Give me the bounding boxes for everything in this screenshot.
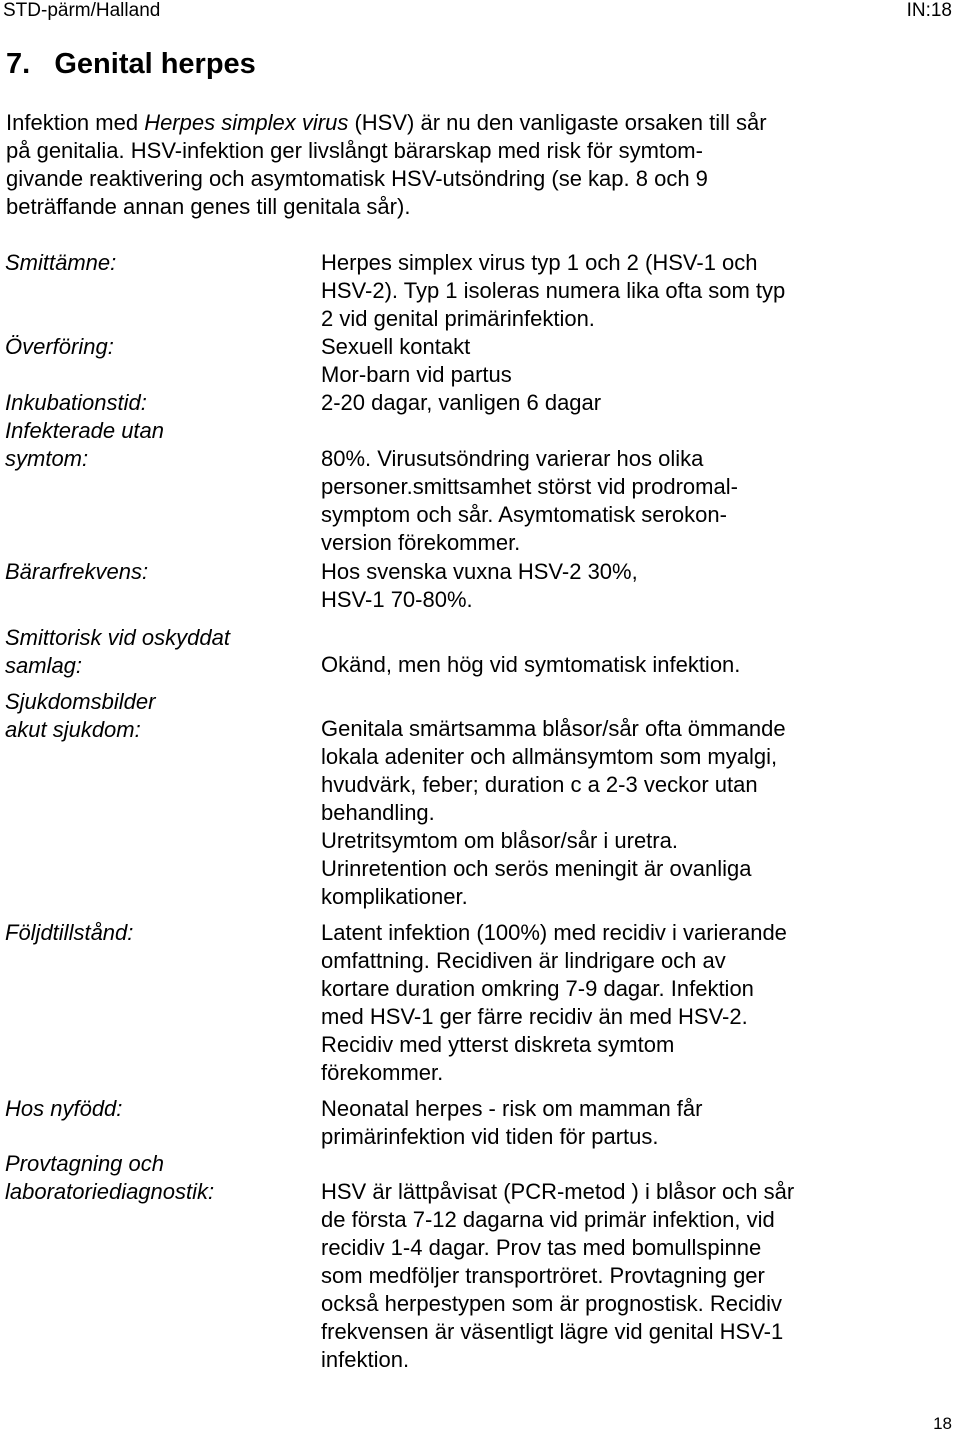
header-left: STD-pärm/Halland xyxy=(3,0,161,21)
value-sjukdomsbilder: Genitala smärtsamma blåsor/sår ofta ömmande lokala adeniter och allmänsymtom som myalgi, hvudvärk, feber; duration c a 2-3 veckor utan behandling. Uretritsymtom om blåsor/sår i uretra. Urinretention och serös meningit är ovanliga komplikationer. xyxy=(321,716,786,909)
label-infekterade: Infekterade utan symtom: xyxy=(5,418,165,471)
intro-text-start: Infektion med xyxy=(6,110,145,135)
value-infekterade: 80%. Virusutsöndring varierar hos olika personer.smittsamhet störst vid prodromal- symptom och sår. Asymtomatisk serokon- version förekommer. xyxy=(321,446,738,555)
label-smittamne: Smittämne: xyxy=(5,250,117,275)
label-sjukdomsbilder: Sjukdomsbilder akut sjukdom: xyxy=(5,689,156,742)
label-overforing: Överföring: xyxy=(5,334,114,359)
label-inkubationstid: Inkubationstid: xyxy=(5,390,147,415)
page-title: 7. Genital herpes xyxy=(6,48,256,80)
value-smittamne: Herpes simplex virus typ 1 och 2 (HSV-1 och HSV-2). Typ 1 isoleras numera lika ofta som typ 2 vid genital primärinfektion. xyxy=(321,250,786,331)
value-hos-nyfodd: Neonatal herpes - risk om mamman får primärinfektion vid tiden för partus. xyxy=(321,1096,703,1149)
intro-paragraph xyxy=(6,109,767,221)
header-right: IN:18 xyxy=(906,0,952,21)
intro-text-rest: (HSV) är nu den vanligaste orsaken till sår på genitalia. HSV-infektion ger livslångt bärarskap med risk för symtom- givande reaktivering och asymtomatisk HSV-utsöndring (se kap. 8 och 9 beträffande annan genes till genitala sår). xyxy=(6,110,767,219)
label-foljdtillstand: Följdtillstånd: xyxy=(5,920,134,945)
label-provtagning: Provtagning och laboratoriediagnostik: xyxy=(5,1151,215,1204)
value-smittorisk: Okänd, men hög vid symtomatisk infektion. xyxy=(321,652,741,677)
label-hos-nyfodd: Hos nyfödd: xyxy=(5,1096,123,1121)
intro-italic: Herpes simplex virus xyxy=(144,110,349,135)
value-foljdtillstand: Latent infektion (100%) med recidiv i varierande omfattning. Recidiven är lindrigare och av kortare duration omkring 7-9 dagar. Infektion med HSV-1 ger färre recidiv än med HSV-2. Recidiv med ytterst diskreta symtom förekommer. xyxy=(321,920,787,1085)
value-provtagning: HSV är lättpåvisat (PCR-metod ) i blåsor och sår de första 7-12 dagarna vid primär infektion, vid recidiv 1-4 dagar. Prov tas med bomullspinne som medföljer transportröret. Provtagning ger också herpestypen som är prognostisk. Recidiv frekvensen är väsentligt lägre vid genital HSV-1 infektion. xyxy=(321,1179,795,1372)
value-overforing: Sexuell kontakt Mor-barn vid partus xyxy=(321,334,512,387)
value-bararfrekvens: Hos svenska vuxna HSV-2 30%, HSV-1 70-80%. xyxy=(321,559,638,612)
value-inkubationstid: 2-20 dagar, vanligen 6 dagar xyxy=(321,390,602,415)
page-number: 18 xyxy=(933,1414,952,1433)
label-bararfrekvens: Bärarfrekvens: xyxy=(5,559,149,584)
label-smittorisk: Smittorisk vid oskyddat samlag: xyxy=(5,625,230,678)
